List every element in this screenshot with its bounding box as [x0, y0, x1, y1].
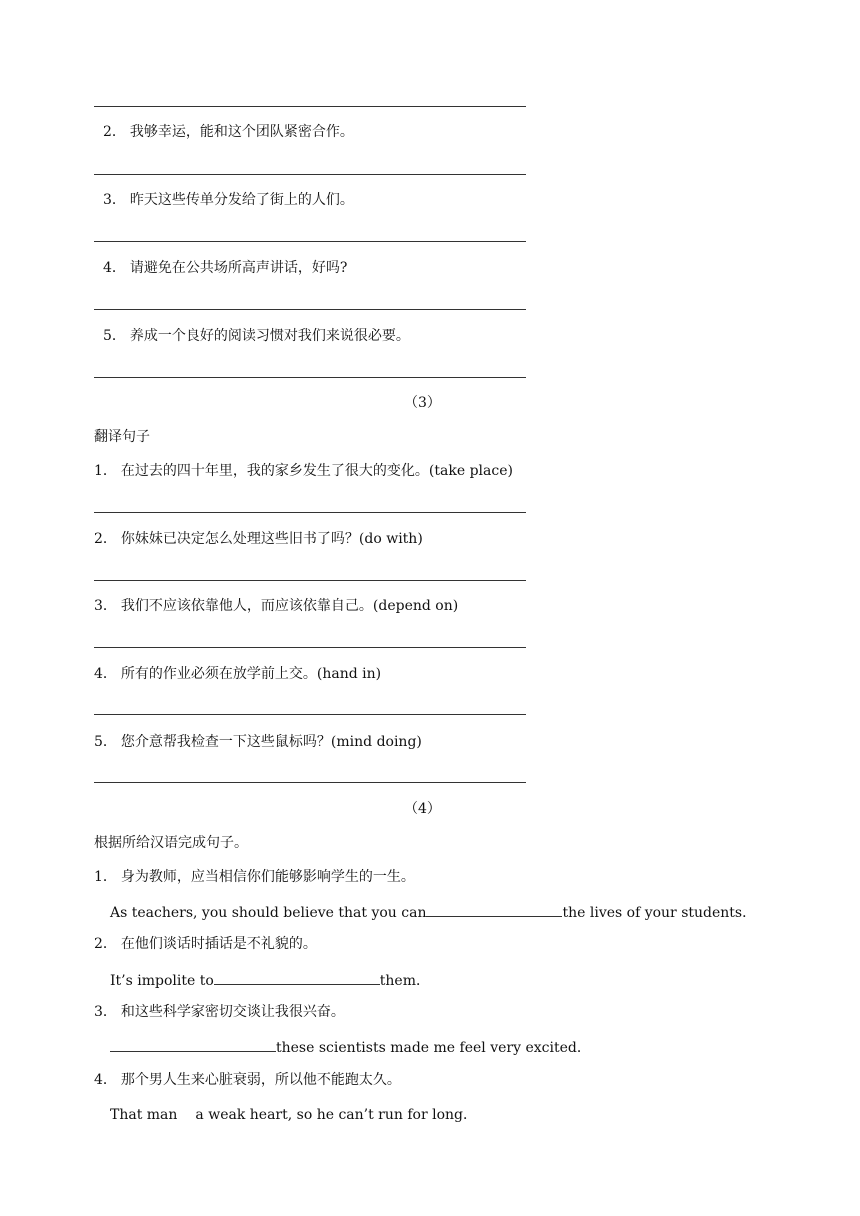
question-item: [94, 935, 317, 953]
answer-line: [94, 241, 526, 242]
question-text: 我们不应该依靠他人，而应该依靠自己。(depend on): [120, 598, 459, 614]
sentence-completion: [110, 1105, 477, 1124]
question-number: 3．: [103, 192, 126, 208]
question-text: 那个男人生来心脏衰弱，所以他不能跑太久。: [120, 1072, 401, 1088]
fill-blank[interactable]: [426, 902, 562, 917]
question-text: 在过去的四十年里，我的家乡发生了很大的变化。(take place): [120, 463, 513, 479]
question-item: [94, 733, 422, 751]
question-item: [103, 259, 347, 277]
question-item: [94, 868, 415, 886]
question-item: [94, 462, 513, 480]
question-number: 4．: [94, 666, 117, 682]
sentence-start: It’s impolite to: [110, 973, 214, 989]
fill-blank[interactable]: [214, 970, 380, 985]
section-instruction: 翻译句子: [94, 429, 150, 445]
question-number: 4．: [103, 260, 126, 276]
question-number: 1．: [94, 869, 117, 885]
answer-line: [94, 714, 526, 715]
question-item: [103, 123, 354, 141]
question-item: [94, 597, 458, 615]
sentence-start: That man: [110, 1107, 178, 1123]
question-item: [103, 327, 410, 345]
fill-blank[interactable]: [177, 1105, 195, 1119]
question-item: [94, 530, 423, 548]
section-heading: （4）: [404, 801, 441, 817]
question-number: 5．: [94, 734, 117, 750]
sentence-end: them．: [379, 973, 430, 989]
question-item: [94, 1003, 345, 1021]
sentence-completion: [110, 1037, 591, 1057]
question-number: 3．: [94, 1004, 117, 1020]
answer-line: [94, 512, 526, 513]
answer-line: [94, 647, 526, 648]
question-text: 养成一个良好的阅读习惯对我们来说很必要。: [129, 328, 410, 344]
question-text: 请避免在公共场所高声讲话，好吗?: [129, 260, 348, 276]
sentence-completion: [110, 902, 756, 922]
sentence-end: the lives of your students．: [562, 905, 757, 921]
question-text: 所有的作业必须在放学前上交。(hand in): [120, 666, 382, 682]
answer-line: [94, 580, 526, 581]
question-text: 身为教师，应当相信你们能够影响学生的一生。: [120, 869, 415, 885]
sentence-start: As teachers, you should believe that you can: [110, 905, 427, 921]
section-instruction: 根据所给汉语完成句子。: [94, 835, 248, 851]
question-item: [94, 1071, 401, 1089]
answer-line: [94, 106, 526, 107]
question-number: 2．: [94, 936, 117, 952]
sentence-completion: [110, 970, 430, 990]
question-item: [103, 191, 354, 209]
answer-line: [94, 174, 526, 175]
answer-line: [94, 309, 526, 310]
sentence-end: these scientists made me feel very excited．: [276, 1040, 591, 1056]
question-text: 您介意帮我检查一下这些鼠标吗？(mind doing): [120, 734, 422, 750]
question-text: 和这些科学家密切交谈让我很兴奋。: [120, 1004, 345, 1020]
question-item: [94, 665, 381, 683]
sentence-end: a weak heart, so he can’t run for long．: [195, 1107, 477, 1123]
question-number: 3．: [94, 598, 117, 614]
question-number: 2．: [103, 124, 126, 140]
question-number: 5．: [103, 328, 126, 344]
question-text: 昨天这些传单分发给了街上的人们。: [129, 192, 354, 208]
question-text: 我够幸运，能和这个团队紧密合作。: [129, 124, 354, 140]
question-number: 1．: [94, 463, 117, 479]
question-number: 2．: [94, 531, 117, 547]
answer-line: [94, 377, 526, 378]
question-number: 4．: [94, 1072, 117, 1088]
section-heading: （3）: [404, 395, 441, 411]
answer-line: [94, 782, 526, 783]
question-text: 在他们谈话时插话是不礼貌的。: [120, 936, 317, 952]
question-text: 你妹妹已决定怎么处理这些旧书了吗？(do with): [120, 531, 423, 547]
fill-blank[interactable]: [110, 1037, 276, 1052]
